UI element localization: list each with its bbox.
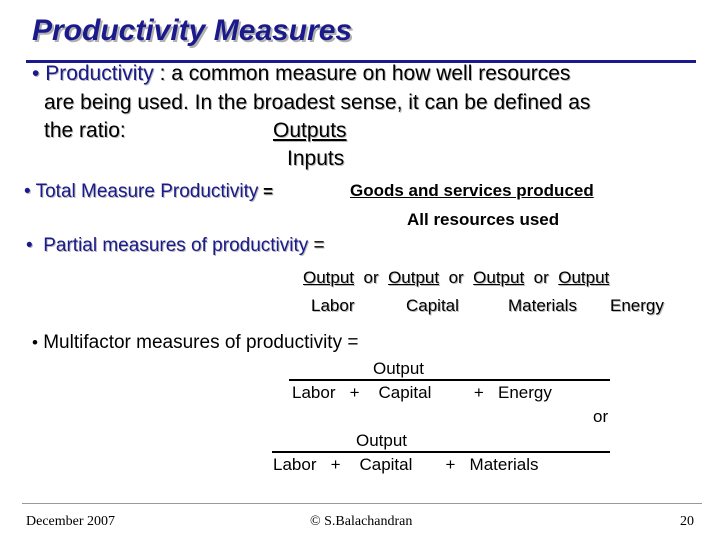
multifactor2-denominator: Labor + Capital + Materials (273, 455, 539, 474)
ratio-denominator-inputs: Inputs (287, 147, 345, 170)
definition-line3: the ratio: (44, 119, 126, 142)
partial-num-labor: Output (303, 268, 355, 287)
bullet-icon: • (32, 62, 40, 85)
partial-den-materials: Materials (508, 296, 577, 315)
term-partial-measures: Partial measures of productivity (43, 235, 309, 256)
partial-num-energy: Output (558, 268, 610, 287)
term-total-measure: Total Measure Productivity (35, 181, 259, 202)
footer-author: © S.Balachandran (310, 514, 413, 529)
bullet-partial-measures (26, 235, 325, 257)
partial-numerators (303, 268, 609, 288)
multifactor1-denominator: Labor + Capital + Energy (292, 383, 552, 402)
footer-rule (22, 503, 702, 504)
partial-den-labor: Labor (311, 296, 355, 315)
ratio-numerator-outputs: Outputs (273, 119, 347, 142)
slide-title: Productivity Measures (32, 14, 353, 47)
bullet-icon: • (26, 235, 33, 256)
definition-line2: are being used. In the broadest sense, it can be defined as (44, 91, 591, 114)
bullet-multifactor (32, 332, 358, 354)
equals-sign: = (258, 182, 274, 201)
footer-date: December 2007 (26, 514, 116, 529)
bullet-total-measure (24, 181, 273, 203)
bullet-productivity (32, 62, 570, 86)
term-productivity: Productivity (45, 62, 154, 85)
definition-line1: : a common measure on how well resources (153, 62, 571, 85)
partial-den-energy: Energy (610, 296, 664, 315)
fraction-bar-1 (289, 379, 610, 381)
or-text: or (533, 268, 549, 287)
page-number: 20 (680, 514, 694, 529)
fraction-bar-2 (272, 451, 610, 453)
multifactor2-numerator: Output (356, 431, 408, 450)
partial-den-capital: Capital (406, 296, 459, 315)
partial-num-capital: Output (388, 268, 440, 287)
partial-num-materials: Output (473, 268, 525, 287)
or-text: or (448, 268, 464, 287)
total-numerator: Goods and services produced (350, 181, 594, 200)
equals-sign: = (308, 235, 325, 256)
total-denominator: All resources used (407, 210, 560, 229)
multifactor1-numerator: Output (373, 359, 425, 378)
bullet-icon: • (32, 333, 38, 352)
bullet-icon: • (24, 181, 31, 202)
or-text: or (363, 268, 379, 287)
term-multifactor: Multifactor measures of productivity = (43, 332, 359, 353)
or-text: or (593, 407, 609, 426)
